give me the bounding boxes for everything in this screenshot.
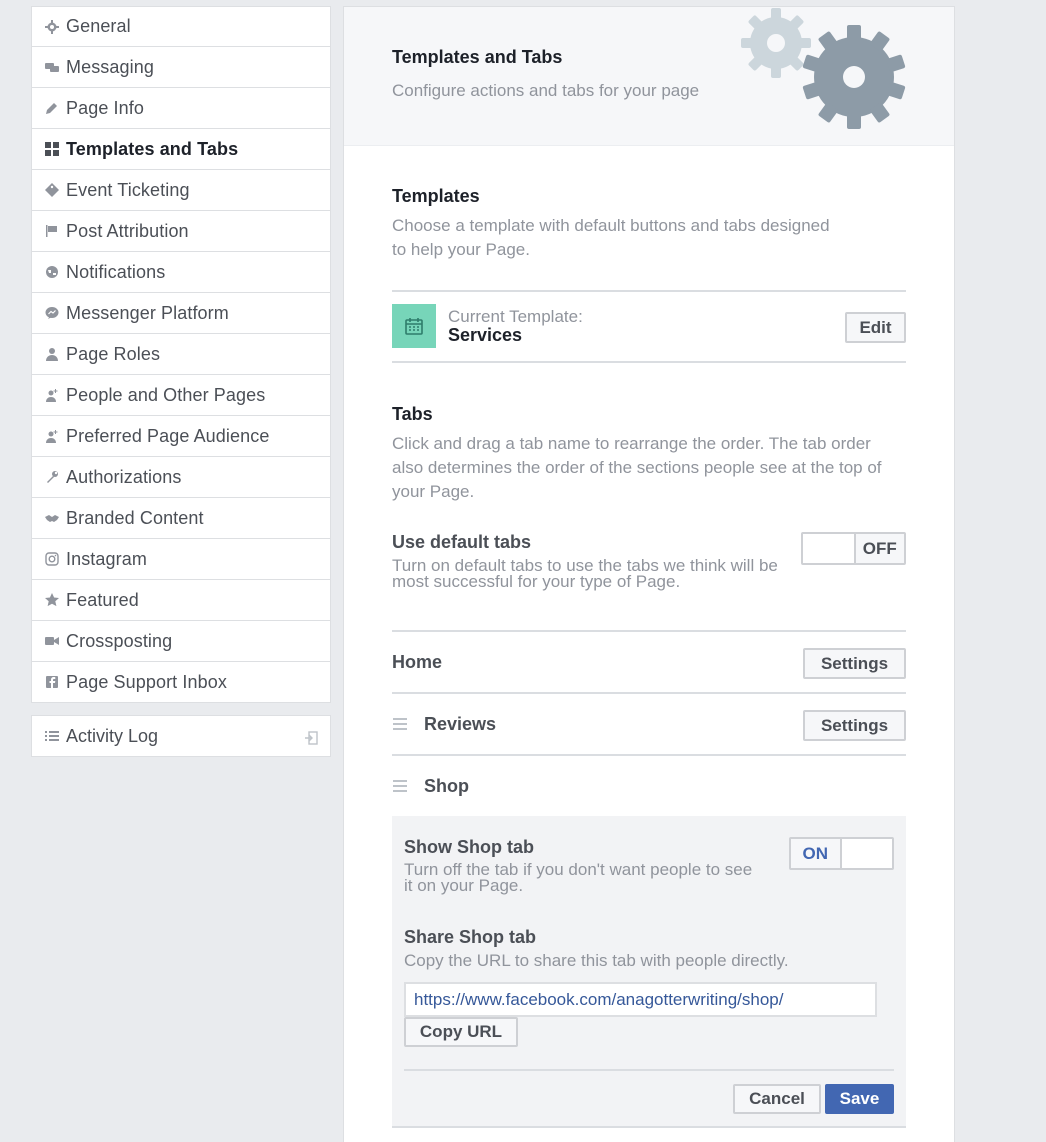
toggle-blank (803, 534, 854, 563)
sidebar-item-label: Messenger Platform (66, 302, 229, 323)
current-template-label: Current Template: (448, 307, 583, 326)
sidebar-item-preferred-page-audience[interactable] (31, 416, 331, 457)
divider (392, 290, 906, 292)
sidebar-item-label: Post Attribution (66, 220, 189, 241)
divider (392, 1126, 906, 1128)
messenger-icon (44, 306, 59, 321)
page-title: Templates and Tabs (392, 47, 563, 67)
show-shop-description: Turn off the tab if you don't want people to see it on your Page. (404, 860, 753, 895)
star-icon (44, 593, 59, 608)
grid-icon (44, 142, 59, 157)
sidebar-item-authorizations[interactable] (31, 457, 331, 498)
sidebar-item-label: Messaging (66, 56, 154, 77)
sidebar-item-label: Templates and Tabs (66, 138, 239, 159)
sidebar-item-label: Preferred Page Audience (66, 425, 270, 446)
sidebar-item-instagram[interactable] (31, 539, 331, 580)
tab-reviews[interactable]: Reviews (424, 714, 497, 734)
divider (404, 1069, 894, 1071)
settings-sidebar (31, 6, 331, 703)
drag-handle-icon[interactable] (393, 780, 407, 792)
default-tabs-toggle[interactable] (801, 532, 906, 565)
default-tabs-title: Use default tabs (392, 532, 532, 552)
gears-illustration (740, 7, 912, 137)
tab-shop[interactable]: Shop (424, 776, 469, 796)
messaging-icon (44, 60, 59, 75)
sidebar-item-featured[interactable] (31, 580, 331, 621)
default-tabs-description: Turn on default tabs to use the tabs we think will be most successful for your type of Page. (392, 556, 778, 591)
tab-home[interactable]: Home (392, 652, 443, 672)
show-shop-title: Show Shop tab (404, 837, 534, 857)
sidebar-item-general[interactable] (31, 6, 331, 47)
share-shop-description: Copy the URL to share this tab with people directly. (404, 951, 789, 970)
video-camera-icon (44, 634, 59, 649)
flag-icon (44, 224, 59, 239)
sidebar-item-label: People and Other Pages (66, 384, 266, 405)
sidebar-item-label: Crossposting (66, 630, 173, 651)
divider (392, 754, 906, 756)
toggle-off-label: OFF (854, 534, 905, 563)
copy-url-button[interactable]: Copy URL (404, 1017, 518, 1047)
page-subtitle: Configure actions and tabs for your page (392, 81, 700, 100)
tabs-heading: Tabs (392, 404, 433, 424)
sidebar-item-label: Page Support Inbox (66, 671, 227, 692)
sidebar-item-templates-and-tabs[interactable] (31, 129, 331, 170)
facebook-icon (44, 675, 59, 690)
sidebar-item-label: Page Info (66, 97, 144, 118)
instagram-icon (44, 552, 59, 567)
show-shop-toggle[interactable] (789, 837, 894, 870)
globe-icon (44, 265, 59, 280)
sidebar-item-messaging[interactable] (31, 47, 331, 88)
sidebar-item-label: Featured (66, 589, 139, 610)
sidebar-item-branded-content[interactable] (31, 498, 331, 539)
exit-icon (304, 729, 318, 750)
templates-heading: Templates (392, 186, 480, 206)
sidebar-item-page-roles[interactable] (31, 334, 331, 375)
share-shop-title: Share Shop tab (404, 927, 537, 947)
drag-handle-icon[interactable] (393, 718, 407, 730)
sidebar-item-page-info[interactable] (31, 88, 331, 129)
sidebar-item-people-and-other-pages[interactable] (31, 375, 331, 416)
sidebar-item-label: General (66, 16, 131, 36)
current-template-value: Services (448, 325, 523, 345)
handshake-icon (44, 511, 59, 526)
toggle-blank (842, 839, 893, 868)
current-template-row (392, 304, 906, 348)
wrench-icon (44, 470, 59, 485)
toggle-on-label: ON (791, 839, 842, 868)
sidebar-item-post-attribution[interactable] (31, 211, 331, 252)
person-add-icon (44, 388, 59, 403)
panel-header (344, 7, 954, 146)
sidebar-item-activity-log[interactable] (31, 715, 331, 757)
sidebar-item-label: Page Roles (66, 343, 161, 364)
templates-tabs-panel (343, 6, 955, 1142)
save-button[interactable]: Save (825, 1084, 894, 1114)
sidebar-item-label: Branded Content (66, 507, 204, 528)
sidebar-item-label: Notifications (66, 261, 166, 282)
sidebar-item-page-support-inbox[interactable] (31, 662, 331, 703)
shop-settings-box (392, 816, 906, 1128)
person-add-icon (44, 429, 59, 444)
list-icon (44, 729, 59, 744)
sidebar-item-event-ticketing[interactable] (31, 170, 331, 211)
sidebar-item-label: Authorizations (66, 466, 182, 487)
calendar-icon (392, 304, 436, 348)
templates-description: Choose a template with default buttons and tabs designed to help your Page. (392, 216, 830, 259)
divider (392, 692, 906, 694)
person-icon (44, 347, 59, 362)
sidebar-item-messenger-platform[interactable] (31, 293, 331, 334)
reviews-settings-button[interactable]: Settings (803, 710, 906, 741)
sidebar-item-label: Event Ticketing (66, 179, 190, 200)
shop-url-field[interactable]: https://www.facebook.com/anagotterwriting/shop/ (404, 982, 877, 1017)
edit-template-button[interactable]: Edit (845, 312, 906, 343)
tabs-description: Click and drag a tab name to rearrange the order. The tab order also determines the order of the sections people see at the top of your Page. (392, 434, 882, 501)
sidebar-item-notifications[interactable] (31, 252, 331, 293)
divider (392, 361, 906, 363)
cancel-button[interactable]: Cancel (733, 1084, 821, 1114)
divider (392, 630, 906, 632)
pencil-icon (44, 101, 59, 116)
ticket-icon (44, 183, 59, 198)
sidebar-item-label: Instagram (66, 548, 147, 569)
activity-log-label: Activity Log (66, 725, 159, 746)
home-settings-button[interactable]: Settings (803, 648, 906, 679)
gear-icon (44, 19, 59, 34)
sidebar-item-crossposting[interactable] (31, 621, 331, 662)
